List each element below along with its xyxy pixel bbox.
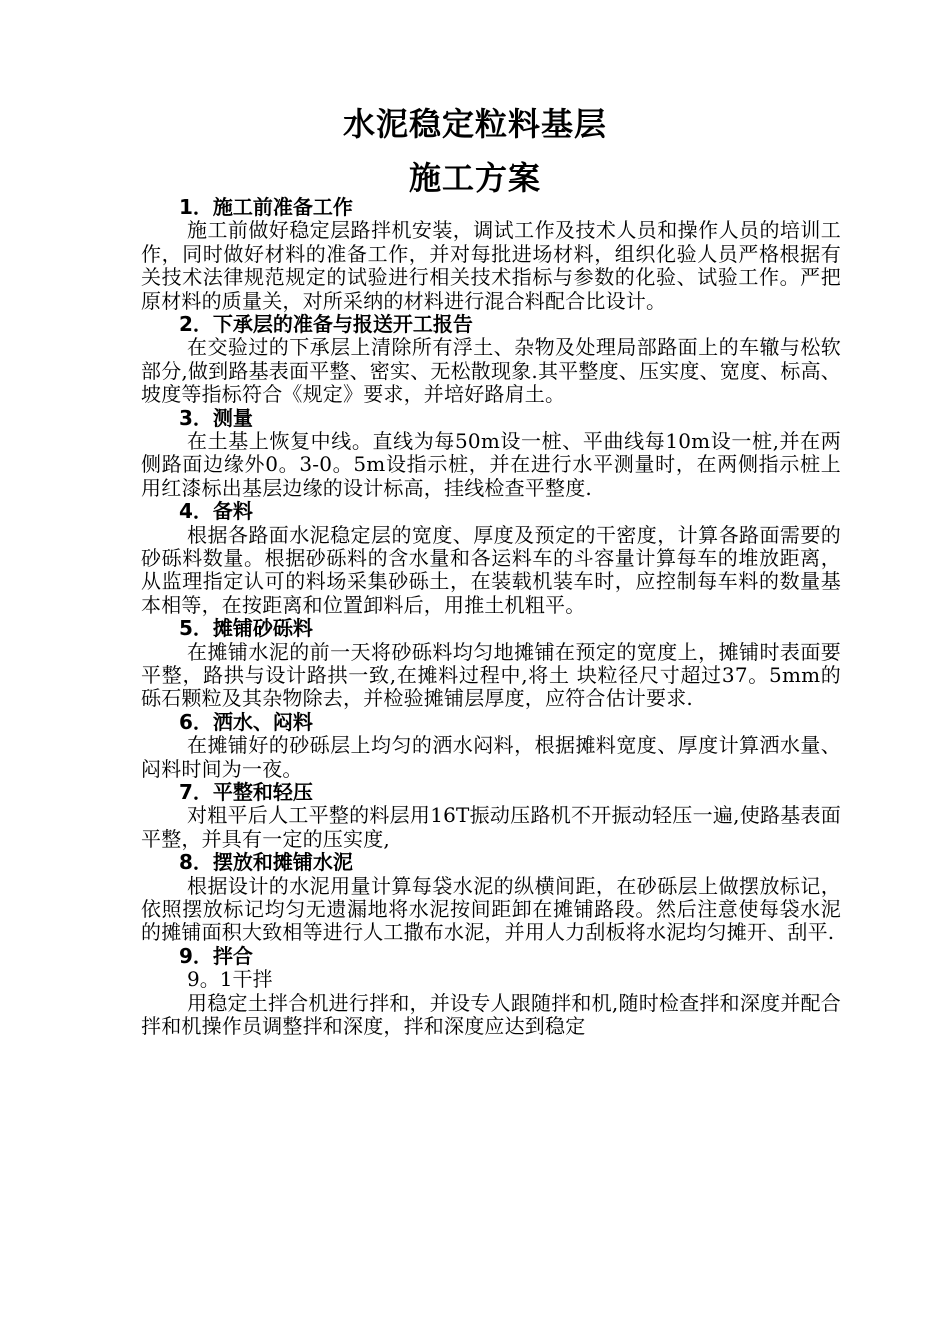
document-body [141, 196, 841, 1038]
section-heading-9: 9．拌合 [179, 943, 253, 968]
document-title-line2: 施工方案 [408, 159, 541, 197]
section-heading-7: 7．平整和轻压 [179, 780, 313, 805]
section-text-1: 施工前做好稳定层路拌机安装，调试工作及技术人员和操作人员的培训工作，同时做好材料的准备工作，并对每批进场材料，组织化验人员严格根据有关技术法律规范规定的试验进行相关技术指标与参数的化验、试验工作。严把原材料的质量关，对所采纳的材料进行混合料配合比设计。 [141, 218, 841, 313]
section-heading-2: 2．下承层的准备与报送开工报告 [179, 312, 473, 337]
section-text-3: 在土基上恢复中线。直线为每50m设一桩、平曲线每10m设一桩,并在两侧路面边缘外0。3-0。5m设指示桩，并在进行水平测量时，在两侧指示桩上用红漆标出基层边缘的设计标高，挂线检查平整度. [141, 429, 841, 500]
section-heading-1: 1．施工前准备工作 [179, 195, 353, 219]
section-subheading-9-1: 9。1干拌 [187, 967, 273, 992]
section-heading-5: 5．摊铺砂砾料 [179, 616, 313, 641]
section-text-2: 在交验过的下承层上清除所有浮土、杂物及处理局部路面上的车辙与松软部分,做到路基表面平整、密实、无松散现象.其平整度、压实度、宽度、标高、坡度等指标符合《规定》要求，并培好路肩土。 [141, 335, 841, 407]
section-heading-4: 4．备料 [179, 499, 253, 524]
section-heading-6: 6．洒水、闷料 [179, 709, 313, 734]
section-heading-8: 8．摆放和摊铺水泥 [179, 850, 353, 875]
document-title-line1: 水泥稳定粒料基层 [342, 105, 607, 143]
section-text-9: 用稳定土拌合机进行拌和，并设专人跟随拌和机,随时检查拌和深度并配合拌和机操作员调整拌和深度，拌和深度应达到稳定 [141, 990, 841, 1039]
section-heading-3: 3．测量 [179, 405, 253, 430]
section-text-7: 对粗平后人工平整的料层用16T振动压路机不开振动轻压一遍,使路基表面平整，并具有一定的压实度, [141, 803, 841, 851]
section-text-8: 根据设计的水泥用量计算每袋水泥的纵横间距，在砂砾层上做摆放标记，依照摆放标记均匀无遗漏地将水泥按间距卸在摊铺路段。然后注意使每袋水泥的摊铺面积大致相等进行人工撒布水泥，并用人力刮板将水泥均匀摊开、刮平. [141, 873, 841, 945]
section-text-5: 在摊铺水泥的前一天将砂砾料均匀地摊铺在预定的宽度上，摊铺时表面要平整，路拱与设计路拱一致,在摊料过程中,将土 块粒径尺寸超过37。5mm的砾石颗粒及其杂物除去，并检验摊铺层厚度，应符合估计要求. [141, 639, 841, 711]
section-text-6: 在摊铺好的砂砾层上均匀的洒水闷料，根据摊料宽度、厚度计算洒水量、闷料时间为一夜。 [141, 733, 841, 781]
section-text-4: 根据各路面水泥稳定层的宽度、厚度及预定的干密度，计算各路面需要的砂砾料数量。根据砂砾料的含水量和各运料车的斗容量计算每车的堆放距离，从监理指定认可的料场采集砂砾土，在装载机装车时，应控制每车料的数量基本相等，在按距离和位置卸料后，用推土机粗平。 [141, 522, 841, 617]
